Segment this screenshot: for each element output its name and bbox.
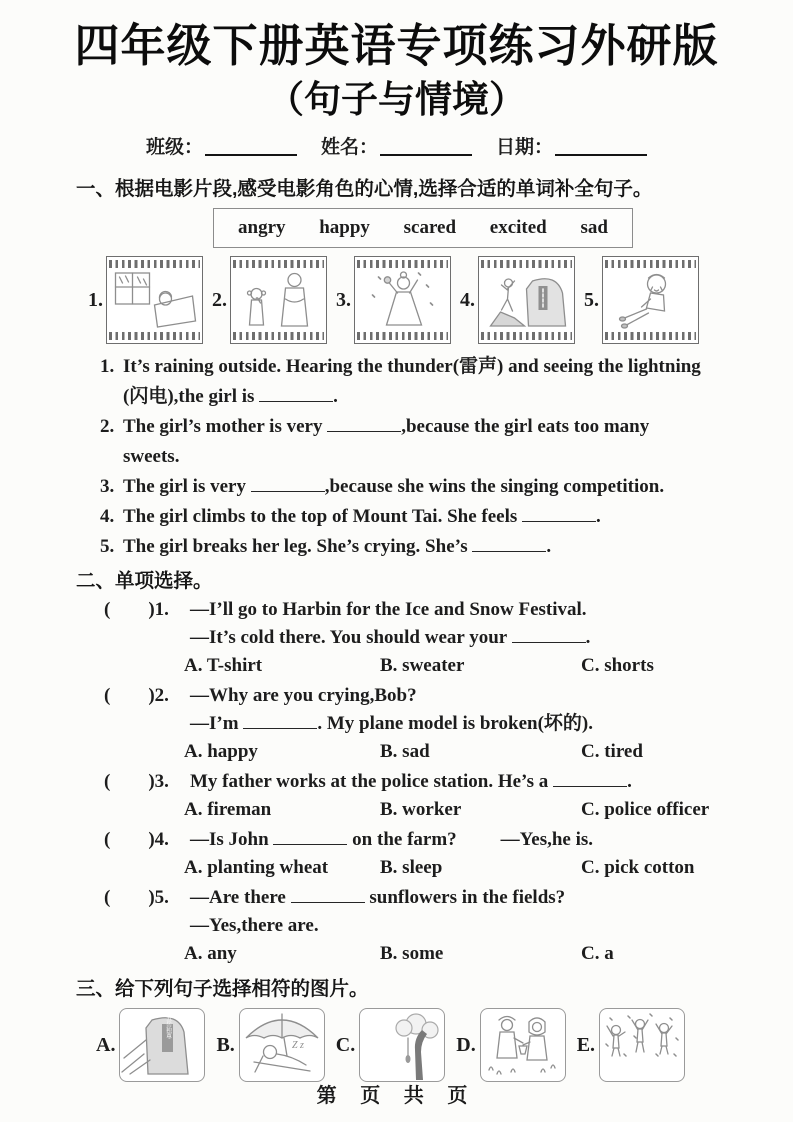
question-line: —I’m bbox=[190, 713, 244, 735]
fill-in-blank bbox=[291, 890, 365, 903]
option-b: B. sleep bbox=[380, 857, 443, 879]
film-perforation bbox=[481, 260, 572, 268]
sentence-number: 1. bbox=[100, 356, 115, 378]
sentence-text: . bbox=[546, 536, 552, 558]
option-a: A. happy bbox=[184, 741, 258, 763]
mcq-question-4 bbox=[104, 826, 793, 882]
film-perforation bbox=[233, 260, 324, 268]
film-number: 2. bbox=[212, 288, 227, 311]
fill-in-blank bbox=[512, 630, 586, 643]
film-item-5 bbox=[584, 256, 699, 344]
question-line: —Why are you crying,Bob? bbox=[190, 685, 417, 707]
answer-bracket: ( )4. bbox=[104, 829, 169, 851]
sentence-number: 4. bbox=[100, 506, 115, 528]
word-bank-word: scared bbox=[403, 217, 457, 239]
mount-tai-summit-stone-icon bbox=[119, 1008, 205, 1082]
mcq-question-2 bbox=[104, 682, 793, 766]
film-frame bbox=[354, 256, 451, 344]
answer-bracket: ( )2. bbox=[104, 685, 169, 707]
section1-sentences bbox=[0, 352, 793, 562]
fill-in-blank bbox=[553, 774, 627, 787]
option-c: C. tired bbox=[581, 741, 643, 763]
name-label: 姓名： bbox=[320, 137, 378, 159]
picture-label: B. bbox=[216, 1033, 235, 1056]
answer-reply: —Yes,he is. bbox=[500, 829, 594, 851]
question-line: sunflowers in the fields? bbox=[364, 887, 566, 909]
word-bank-word: excited bbox=[489, 217, 547, 239]
question-line: —Is John bbox=[190, 829, 274, 851]
sentence-3 bbox=[100, 472, 793, 502]
picture-item-e bbox=[577, 1008, 685, 1082]
page-footer: 第 页 共 页 bbox=[316, 1085, 477, 1107]
section2-heading: 二、单项选择。 bbox=[76, 570, 213, 593]
fill-in-blank bbox=[243, 716, 317, 729]
class-label: 班级： bbox=[145, 137, 203, 159]
sentence-text: The girl’s mother is very bbox=[123, 416, 328, 438]
option-a: A. fireman bbox=[184, 799, 272, 821]
film-strip-row bbox=[88, 256, 793, 344]
date-label: 日期： bbox=[496, 137, 554, 159]
sentence-1-continued bbox=[100, 382, 793, 412]
option-b: B. sweater bbox=[380, 655, 465, 677]
film-item-1 bbox=[88, 256, 203, 344]
question-line: My father works at the police station. He’s a bbox=[190, 771, 554, 793]
sentence-text: (闪电),the girl is bbox=[123, 386, 260, 408]
sentence-text: ,because the girl eats too many bbox=[401, 416, 650, 438]
picture-label: C. bbox=[335, 1033, 356, 1056]
film-number: 5. bbox=[584, 288, 599, 311]
options-row bbox=[184, 796, 793, 824]
sentence-5 bbox=[100, 532, 793, 562]
sentence-text: The girl breaks her leg. She’s crying. She’s bbox=[123, 536, 473, 558]
old-farmer-couple-icon bbox=[480, 1008, 566, 1082]
picture-item-a bbox=[96, 1008, 205, 1082]
page-title: 四年级下册英语专项练习外研版 bbox=[74, 20, 719, 71]
film-perforation bbox=[109, 332, 200, 340]
picture-item-d bbox=[456, 1008, 565, 1082]
option-c: C. pick cotton bbox=[581, 857, 695, 879]
name-blank-field bbox=[380, 138, 472, 156]
question-line: . bbox=[627, 771, 632, 793]
sentence-1 bbox=[100, 352, 793, 382]
answer-bracket: ( )5. bbox=[104, 887, 169, 909]
question-line: . bbox=[585, 627, 591, 649]
film-perforation bbox=[357, 260, 448, 268]
question-line: on the farm? bbox=[347, 829, 457, 851]
tree-with-caterpillar-icon bbox=[359, 1008, 445, 1082]
option-b: B. sad bbox=[380, 741, 430, 763]
picture-item-c bbox=[336, 1008, 445, 1082]
class-blank-field bbox=[205, 138, 297, 156]
picture-item-b bbox=[216, 1008, 324, 1082]
children-celebrating-icon bbox=[599, 1008, 685, 1082]
picture-label: A. bbox=[96, 1033, 116, 1056]
picture-label: E. bbox=[576, 1033, 596, 1056]
option-a: A. any bbox=[184, 943, 237, 965]
film-number: 3. bbox=[336, 288, 351, 311]
picture-label: D. bbox=[456, 1033, 476, 1056]
film-perforation bbox=[481, 332, 572, 340]
film-frame bbox=[230, 256, 327, 344]
girl-on-mount-tai-summit-icon bbox=[481, 269, 572, 331]
stone-inscription: 五岳独尊 bbox=[164, 1015, 171, 1040]
date-blank-field bbox=[555, 138, 647, 156]
question-line: —I’ll go to Harbin for the Ice and Snow Festival. bbox=[190, 599, 587, 621]
answer-bracket: ( )1. bbox=[104, 599, 169, 621]
happy-girl-singing-winner-icon bbox=[357, 269, 448, 331]
film-perforation bbox=[357, 332, 448, 340]
mcq-question-3 bbox=[104, 768, 793, 824]
film-frame bbox=[602, 256, 699, 344]
sentence-text: sweets. bbox=[123, 446, 180, 468]
film-item-2 bbox=[212, 256, 327, 344]
options-row bbox=[184, 738, 793, 766]
option-c: C. shorts bbox=[581, 655, 654, 677]
sentence-number: 5. bbox=[100, 536, 115, 558]
matching-picture-row bbox=[96, 1008, 793, 1082]
mcq-question-5 bbox=[104, 884, 793, 968]
word-bank-box bbox=[213, 208, 633, 248]
sentence-text: . bbox=[596, 506, 601, 528]
girl-scared-in-bed-thunderstorm-icon bbox=[109, 269, 200, 331]
angry-mother-girl-eating-sweets-icon bbox=[233, 269, 324, 331]
options-row bbox=[184, 854, 793, 882]
sentence-text: The girl is very bbox=[123, 476, 251, 498]
fill-in-blank bbox=[327, 419, 401, 432]
sleep-zzz-text: Z z bbox=[291, 1040, 304, 1052]
sentence-text: ,because she wins the singing competition. bbox=[324, 476, 665, 498]
option-a: A. planting wheat bbox=[184, 857, 329, 879]
section1-heading: 一、根据电影片段,感受电影角色的心情,选择合适的单词补全句子。 bbox=[76, 178, 653, 201]
section3-heading: 三、给下列句子选择相符的图片。 bbox=[76, 978, 369, 1001]
sentence-2 bbox=[100, 412, 793, 442]
film-number: 4. bbox=[460, 288, 475, 311]
word-bank-word: happy bbox=[319, 217, 370, 239]
student-info-line bbox=[0, 136, 793, 160]
film-frame bbox=[106, 256, 203, 344]
answer-bracket: ( )3. bbox=[104, 771, 169, 793]
film-number: 1. bbox=[88, 288, 103, 311]
film-perforation bbox=[605, 260, 696, 268]
sentence-2-continued bbox=[100, 442, 793, 472]
sentence-number: 3. bbox=[100, 476, 115, 498]
film-perforation bbox=[605, 332, 696, 340]
fill-in-blank bbox=[259, 389, 333, 402]
film-frame bbox=[478, 256, 575, 344]
question-line: —Are there bbox=[190, 887, 291, 909]
film-item-4 bbox=[460, 256, 575, 344]
fill-in-blank bbox=[472, 539, 546, 552]
options-row bbox=[184, 652, 793, 680]
option-c: C. a bbox=[581, 943, 614, 965]
option-c: C. police officer bbox=[581, 799, 710, 821]
word-bank-word: angry bbox=[238, 217, 286, 239]
fill-in-blank bbox=[273, 832, 347, 845]
answer-reply: —Yes,there are. bbox=[190, 915, 319, 937]
film-item-3 bbox=[336, 256, 451, 344]
option-a: A. T-shirt bbox=[184, 655, 263, 677]
option-b: B. some bbox=[380, 943, 444, 965]
fill-in-blank bbox=[522, 509, 596, 522]
mcq-question-1 bbox=[104, 596, 793, 680]
page-subtitle: （句子与情境） bbox=[267, 78, 526, 120]
sentence-4 bbox=[100, 502, 793, 532]
sentence-text: The girl climbs to the top of Mount Tai. She feels bbox=[123, 506, 523, 528]
girl-crying-broken-leg-icon bbox=[605, 269, 696, 331]
fill-in-blank bbox=[251, 479, 325, 492]
sentence-number: 2. bbox=[100, 416, 115, 438]
option-b: B. worker bbox=[380, 799, 462, 821]
film-perforation bbox=[109, 260, 200, 268]
question-line: —It’s cold there. You should wear your bbox=[190, 627, 512, 649]
sentence-text: . bbox=[333, 386, 338, 408]
sleeping-under-umbrella-icon bbox=[239, 1008, 325, 1082]
sentence-text: It’s raining outside. Hearing the thunder(雷声) and seeing the lightning bbox=[123, 356, 701, 378]
options-row bbox=[184, 940, 793, 968]
film-perforation bbox=[233, 332, 324, 340]
word-bank-word: sad bbox=[580, 217, 608, 239]
question-line: . My plane model is broken(坏的). bbox=[317, 713, 593, 735]
